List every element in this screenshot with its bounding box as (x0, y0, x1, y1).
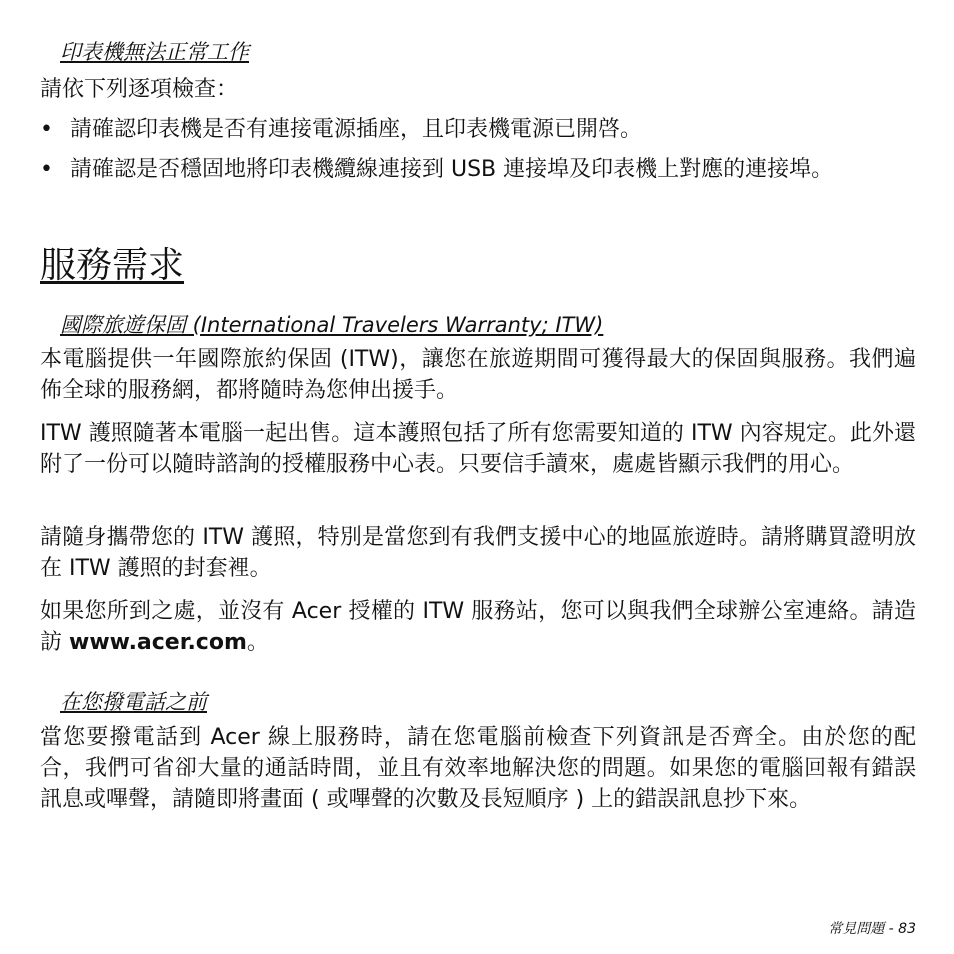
acer-contact-text: 如果您所到之處，並沒有 Acer 授權的 ITW 服務站，您可以與我們全球辦公室連絡。請造訪 (40, 599, 916, 655)
acer-contact-end: 。 (246, 630, 269, 655)
acer-contact-paragraph (40, 596, 916, 658)
itw-heading: 國際旅遊保固 (International Travelers Warranty; ITW) (60, 313, 604, 337)
printer-intro: 請依下列逐項檢查： (40, 77, 239, 102)
page-footer: 常見問題 - 83 (828, 921, 916, 937)
itw-paragraph-1: 本電腦提供一年國際旅約保固 (ITW)，讓您在旅遊期間可獲得最大的保固與服務。我們遍佈全球的服務網，都將隨時為您伸出援手。 (40, 347, 916, 403)
itw-paragraph-2: ITW 護照隨著本電腦一起出售。這本護照包括了所有您需要知道的 ITW 內容規定。此外還附了一份可以隨時諮詢的授權服務中心表。只要信手讀來，處處皆顯示我們的用心。 (40, 421, 916, 477)
bullet-text: 請確認印表機是否有連接電源插座，且印表機電源已開啓。 (70, 117, 643, 142)
service-section-title: 服務需求 (40, 245, 185, 286)
acer-website-link[interactable]: www.acer.com (69, 630, 247, 655)
printer-heading: 印表機無法正常工作 (60, 40, 249, 64)
bullet-item (40, 114, 916, 145)
bullet-text: 請確認是否穩固地將印表機纜線連接到 USB 連接埠及印表機上對應的連接埠。 (70, 157, 834, 182)
bullet-icon: • (40, 117, 53, 142)
itw-paragraph-3: 請隨身攜帶您的 ITW 護照，特別是當您到有我們支援中心的地區旅遊時。請將購買證明放在 ITW 護照的封套裡。 (40, 525, 916, 581)
before-call-heading: 在您撥電話之前 (60, 690, 207, 714)
bullet-item (40, 154, 916, 185)
bullet-icon: • (40, 157, 53, 182)
before-call-paragraph: 當您要撥電話到 Acer 線上服務時，請在您電腦前檢查下列資訊是否齊全。由於您的配合，我們可省卻大量的通話時間，並且有效率地解決您的問題。如果您的電腦回報有錯誤訊息或嗶聲，請隨即將畫面 ( 或嗶聲的次數及長短順序 ) 上的錯誤訊息抄下來。 (40, 725, 916, 812)
